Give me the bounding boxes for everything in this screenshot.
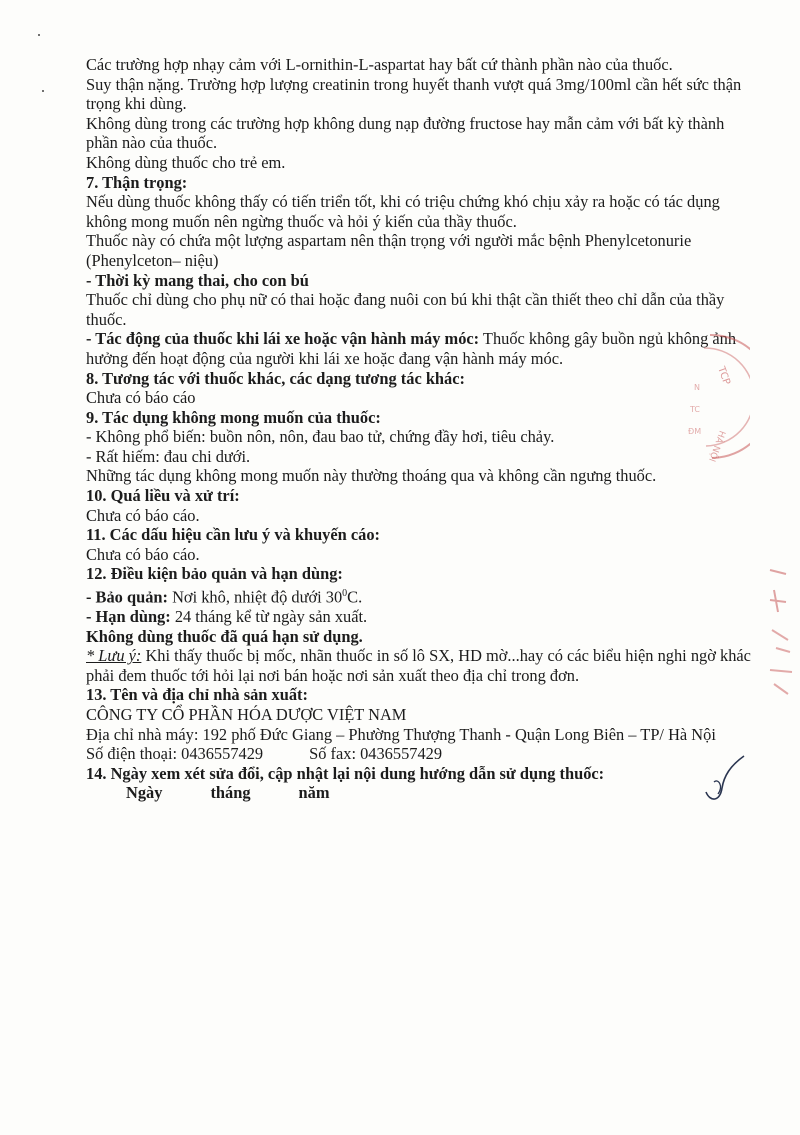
leaflet-content: [86, 55, 751, 803]
expiry-label: - Hạn dùng:: [86, 607, 171, 627]
storage-unit: C.: [347, 587, 363, 607]
section-10-heading: 10. Quá liều và xử trí:: [86, 486, 240, 506]
manufacturer-contacts: [86, 744, 751, 764]
precautions-para-1: Nếu dùng thuốc không thấy có tiến triển tốt, khi có triệu chứng khó chịu xảy ra hoặc có tác dụng không mong muốn nên ngừng thuốc và hỏi ý kiến của thầy thuốc.: [86, 192, 720, 231]
warnings-text: Chưa có báo cáo.: [86, 544, 200, 564]
revision-day: Ngày: [126, 783, 163, 803]
expired-warning: Không dùng thuốc đã quá hạn sử dụng.: [86, 626, 363, 646]
driving-text: Thuốc không gây buồn ngủ không ảnh hưởng đến hoạt động của người khi lái xe hoặc đang vận hành máy móc.: [86, 329, 737, 368]
scan-speck: [42, 90, 44, 92]
side-effects-rare: - Rất hiếm: đau chi dưới.: [86, 446, 251, 466]
section-8-heading: 8. Tương tác với thuốc khác, các dạng tương tác khác:: [86, 368, 465, 388]
side-effects-uncommon: - Không phổ biến: buồn nôn, nôn, đau bao tử, chứng đầy hơi, tiêu chảy.: [86, 427, 555, 447]
storage-note: [86, 646, 751, 685]
storage-degree: 0: [342, 588, 348, 600]
interactions-text: Chưa có báo cáo: [86, 388, 196, 408]
section-14-heading: 14. Ngày xem xét sửa đổi, cập nhật lại nội dung hướng dẫn sử dụng thuốc:: [86, 763, 605, 783]
scan-speck: [38, 34, 40, 36]
company-seal-stamp: [680, 330, 750, 470]
svg-text:ĐM: ĐM: [688, 427, 702, 436]
contraindication-renal: Suy thận nặng. Trường hợp lượng creatinin trong huyết thanh vượt quá 3mg/100ml cần hết sức thận trọng khi dùng.: [86, 74, 742, 114]
edge-stamp-fragment: [764, 560, 800, 720]
svg-text:TC: TC: [690, 405, 701, 414]
revision-year: năm: [298, 783, 330, 803]
revision-date-line: [86, 783, 751, 803]
svg-text:N: N: [694, 383, 700, 392]
section-12-heading: 12. Điều kiện bảo quản và hạn dùng:: [86, 564, 343, 584]
side-effects-note: Những tác dụng không mong muốn này thường thoáng qua và không cần ngưng thuốc.: [86, 466, 657, 486]
note-text: Khi thấy thuốc bị mốc, nhãn thuốc in số lô SX, HD mờ...hay có các biểu hiện nghi ngờ khác phải đem thuốc tới hỏi lại nơi bán hoặc nơi sản xuất theo địa chỉ trong đơn.: [86, 646, 751, 685]
svg-text:TCP: TCP: [715, 365, 732, 387]
overdose-text: Chưa có báo cáo.: [86, 505, 200, 525]
driving-label: - Tác động của thuốc khi lái xe hoặc vận hành máy móc:: [86, 329, 480, 349]
contraindication-fructose: Không dùng trong các trường hợp không dung nạp đường fructose hay mẫn cảm với bất kỳ thành phần nào của thuốc.: [86, 113, 725, 153]
pregnancy-heading: - Thời kỳ mang thai, cho con bú: [86, 270, 309, 290]
storage-text: Nơi khô, nhiệt độ dưới 30: [167, 587, 343, 607]
expiry-text: 24 tháng kể từ ngày sản xuất.: [170, 607, 368, 627]
section-11-heading: 11. Các dấu hiệu cần lưu ý và khuyến cáo:: [86, 525, 380, 545]
revision-month: tháng: [210, 783, 251, 803]
driving-paragraph: [86, 329, 751, 368]
section-9-heading: 9. Tác dụng không mong muốn của thuốc:: [86, 407, 381, 427]
note-label: * Lưu ý:: [86, 646, 142, 666]
storage-line: [86, 584, 751, 607]
expiry-line: [86, 607, 751, 627]
contraindication-hypersensitivity: Các trường hợp nhạy cảm với L-ornithin-L-aspartat hay bất cứ thành phần nào của thuốc.: [86, 55, 673, 74]
contraindication-children: Không dùng thuốc cho trẻ em.: [86, 152, 286, 172]
section-13-heading: 13. Tên và địa chỉ nhà sản xuất:: [86, 685, 308, 705]
precautions-para-2: Thuốc này có chứa một lượng aspartam nên thận trọng với người mắc bệnh Phenylcetonurie (Phenylceton– niệu): [86, 231, 692, 270]
manufacturer-name: CÔNG TY CỔ PHẦN HÓA DƯỢC VIỆT NAM: [86, 705, 407, 725]
storage-label: - Bảo quản:: [86, 587, 168, 607]
manufacturer-fax: Số fax: 0436557429: [309, 744, 443, 764]
manufacturer-address: Địa chỉ nhà máy: 192 phố Đức Giang – Phường Thượng Thanh - Quận Long Biên – TP/ Hà Nội: [86, 724, 716, 744]
pregnancy-text: Thuốc chỉ dùng cho phụ nữ có thai hoặc đang nuôi con bú khi thật cần thiết theo chỉ dẫn của thầy thuốc.: [86, 290, 725, 329]
manufacturer-phone: Số điện thoại: 0436557429: [86, 744, 264, 764]
signature-mark: [700, 752, 750, 808]
svg-text:HÀ NỘI: HÀ NỘI: [706, 428, 727, 463]
section-7-heading: 7. Thận trọng:: [86, 172, 188, 192]
